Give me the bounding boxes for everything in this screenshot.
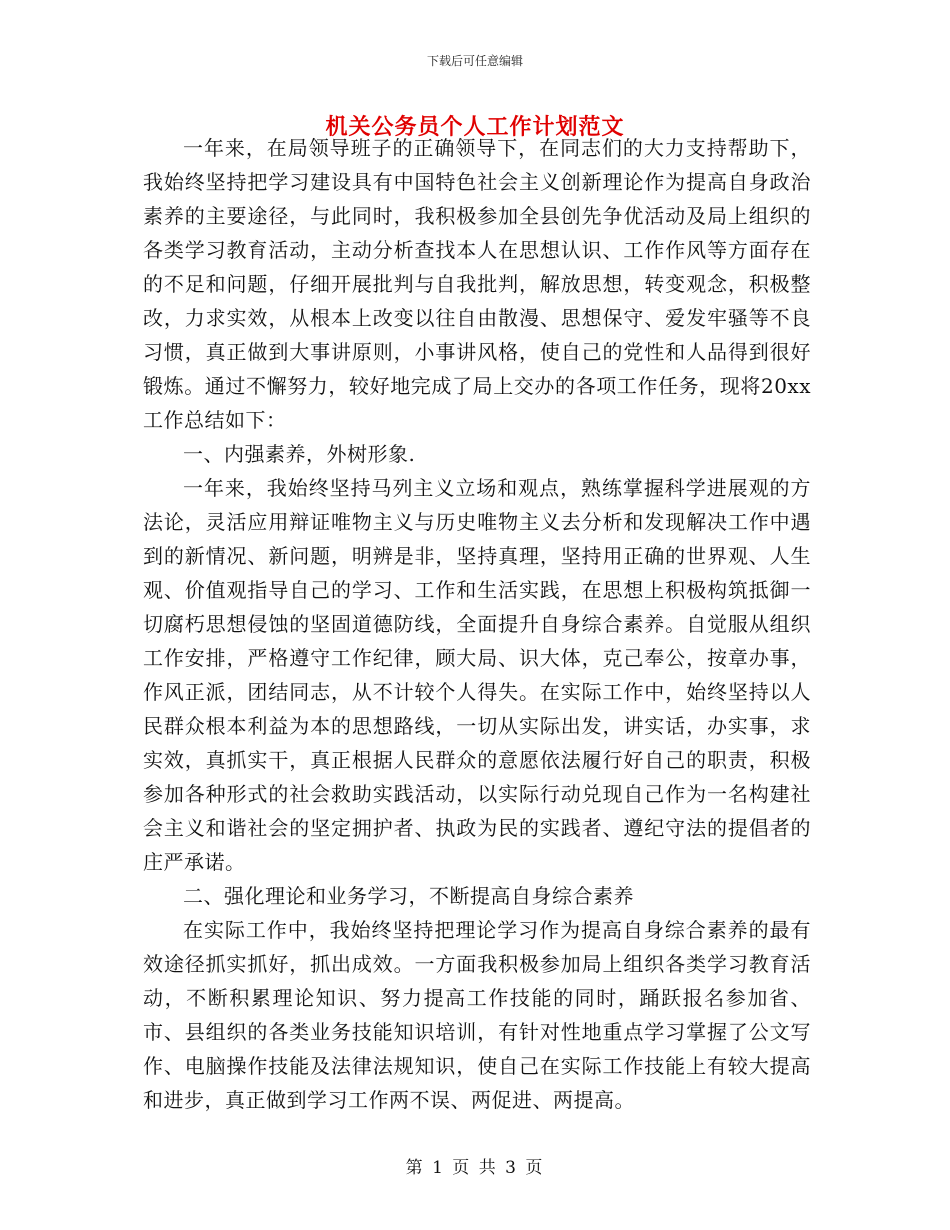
header-note: 下载后可任意编辑 bbox=[426, 54, 523, 68]
page-number-footer: 第 1 页 共 3 页 bbox=[405, 1158, 545, 1178]
paragraph-section-1: 一年来，我始终坚持马列主义立场和观点，熟练掌握科学进展观的方法论，灵活应用辩证唯物主义与历史唯物主义去分析和发现解决工作中遇到的新情况、新问题，明辨是非，坚持真理，坚持用正确的世界观、人生观、价值观指导自己的学习、工作和生活实践，在思想上积极构筑抵御一切腐朽思想侵蚀的坚固道德防线，全面提升自身综合素养。自觉服从组织工作安排，严格遵守工作纪律，顾大局、识大体，克己奉公，按章办事，作风正派，团结同志，从不计较个人得失。在实际工作中，始终坚持以人民群众根本利益为本的思想路线，一切从实际出发，讲实话，办实事，求实效，真抓实干，真正根据人民群众的意愿依法履行好自己的职责，积极参加各种形式的社会救助实践活动，以实际行动兑现自己作为一名构建社会主义和谐社会的坚定拥护者、执政为民的实践者、遵纪守法的提倡者的庄严承诺。 bbox=[143, 476, 811, 874]
paragraph-intro: 一年来，在局领导班子的正确领导下，在同志们的大力支持帮助下，我始终坚持把学习建设具有中国特色社会主义创新理论作为提高自身政治素养的主要途径，与此同时，我积极参加全县创先争优活动及局上组织的各类学习教育活动，主动分析查找本人在思想认识、工作作风等方面存在的不足和问题，仔细开展批判与自我批判，解放思想，转变观念，积极整改，力求实效，从根本上改变以往自由散漫、思想保守、爱发牢骚等不良习惯，真正做到大事讲原则，小事讲风格，使自己的党性和人品得到很好锻炼。通过不懈努力，较好地完成了局上交办的各项工作任务，现将20xx工作总结如下： bbox=[143, 136, 811, 432]
section-heading-2: 二、强化理论和业务学习，不断提高自身综合素养 bbox=[183, 884, 634, 908]
document-body bbox=[143, 131, 811, 1117]
paragraph-section-2: 在实际工作中，我始终坚持把理论学习作为提高自身综合素养的最有效途径抓实抓好，抓出成效。一方面我积极参加局上组织各类学习教育活动，不断积累理论知识、努力提高工作技能的同时，踊跃报名参加省、市、县组织的各类业务技能知识培训，有针对性地重点学习掌握了公文写作、电脑操作技能及法律法规知识，使自己在实际工作技能上有较大提高和进步，真正做到学习工作两不误、两促进、两提高。 bbox=[143, 918, 811, 1112]
section-heading-1: 一、内强素养，外树形象. bbox=[183, 442, 416, 466]
document-title: 机关公务员个人工作计划范文 bbox=[325, 114, 625, 140]
